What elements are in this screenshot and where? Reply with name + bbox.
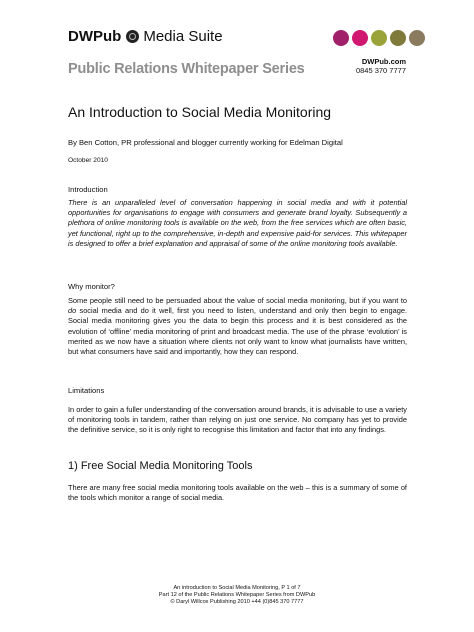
magenta-dot-icon <box>333 30 349 46</box>
series-title: Public Relations Whitepaper Series <box>68 61 305 77</box>
brand-suffix: Media Suite <box>143 28 223 45</box>
section-heading: 1) Free Social Media Monitoring Tools <box>68 460 253 472</box>
limitations-text: In order to gain a fuller understanding of the conversation around brands, it is advisable to use a variety of monitoring tools in tandem, rather than relying on just one service. No company has yet to provide the definitive service, so it is only right to recognise this limitation and factor that into any findings. <box>68 405 407 435</box>
publication-date: October 2010 <box>68 157 108 164</box>
why-monitor-text: Some people still need to be persuaded about the value of social media monitoring, but if you want to do social media and do it well, first you need to listen, understand and only then begin to engage. Social media monitoring gives you the data to begin this process and it is best considered as the evolution of ‘offline’ media monitoring of print and broadcast media. The use of the phrase ‘evolution’ is merited as we now have a situation where clients not only want to know what journalists have written, but what consumers have said and importantly, how they can respond. <box>68 296 407 357</box>
footer-line-2: Part 12 of the Public Relations Whitepaper Series from DWPub <box>158 591 316 598</box>
dark-olive-dot-icon <box>390 30 406 46</box>
introduction-text: There is an unparalleled level of conversation happening in social media and with it potential opportunities for organisations to engage with consumers and generate brand loyalty. Subsequently a plethora of online monitoring tools is available on the web, from the free services which are often basic, yet functional, right up to the comprehensive, in-depth and expensive paid-for services. This whitepaper is designed to offer a brief explanation and appraisal of some of the online monitoring tools available. <box>68 198 407 248</box>
globe-icon <box>126 30 139 43</box>
brand-name: DWPub <box>68 28 122 45</box>
why-monitor-heading: Why monitor? <box>68 282 115 291</box>
phone-number: 0845 370 7777 <box>355 66 406 75</box>
color-dots <box>333 30 425 46</box>
contact-info <box>356 57 406 75</box>
pink-dot-icon <box>352 30 368 46</box>
section-text: There are many free social media monitoring tools available on the web – this is a summary of some of the tools which monitor a range of social media. <box>68 483 407 503</box>
brown-dot-icon <box>409 30 425 46</box>
limitations-heading: Limitations <box>68 386 105 395</box>
footer-line-1: An introduction to Social Media Monitoring, P 1 of 7 <box>173 585 301 591</box>
olive-dot-icon <box>371 30 387 46</box>
brand-logo <box>68 28 223 45</box>
website-link[interactable]: DWPub.com <box>361 57 406 66</box>
byline: By Ben Cotton, PR professional and blogger currently working for Edelman Digital <box>68 138 343 147</box>
page-footer <box>0 585 474 605</box>
document-title: An Introduction to Social Media Monitoring <box>68 104 332 120</box>
footer-line-3: © Daryl Willcox Publishing 2010 +44 (0)845 370 7777 <box>170 598 304 605</box>
introduction-heading: Introduction <box>68 185 108 194</box>
